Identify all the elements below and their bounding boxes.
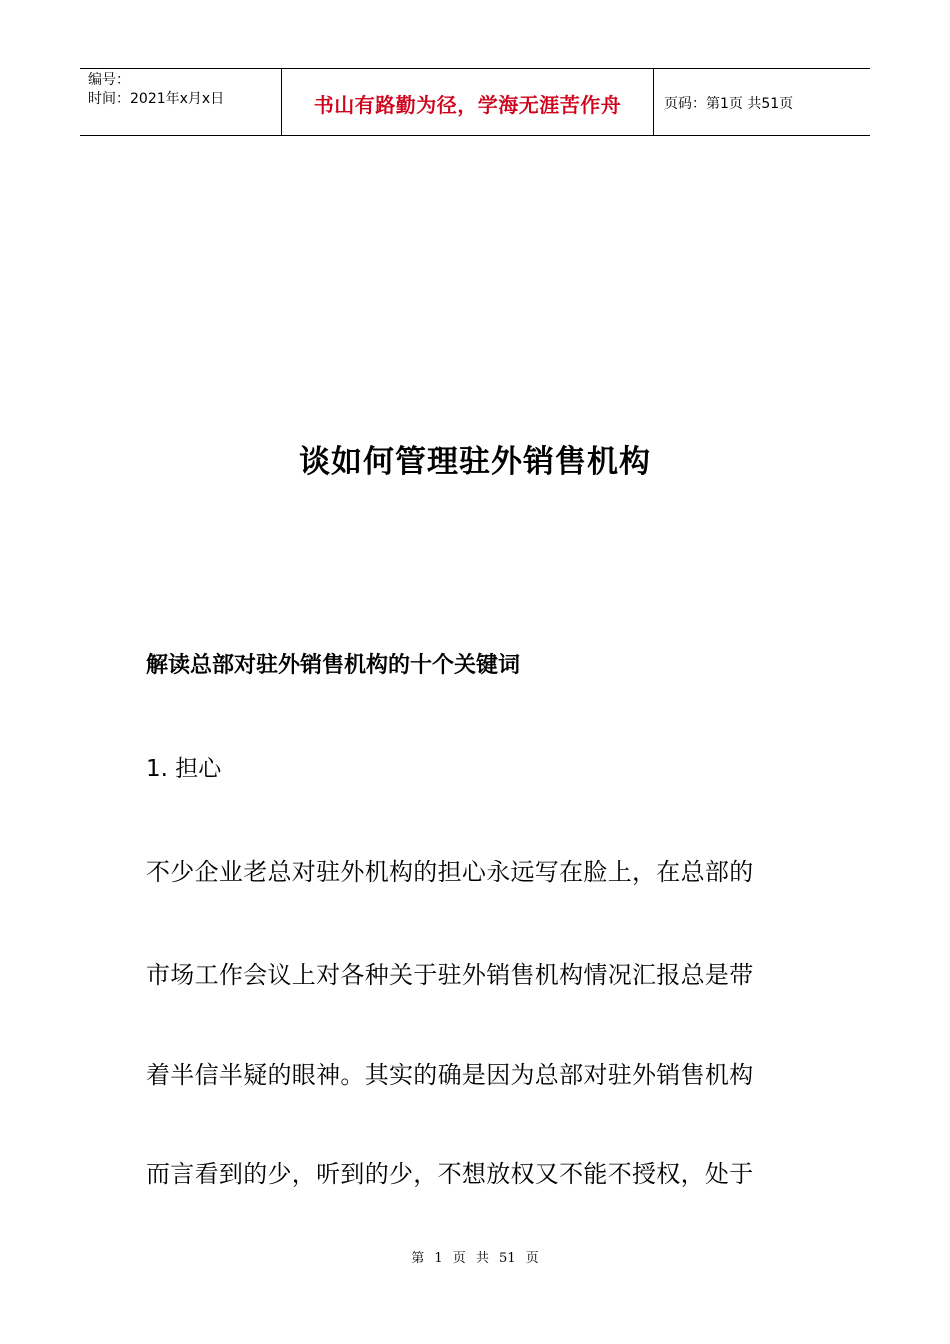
header-divider [653, 69, 654, 135]
page-footer: 第 1 页 共 51 页 [411, 1251, 539, 1266]
item-heading: 1. 担心 [146, 756, 222, 782]
section-heading: 解读总部对驻外销售机构的十个关键词 [146, 653, 521, 678]
body-text-line: 不少企业老总对驻外机构的担心永远写在脸上，在总部的 [146, 858, 754, 886]
page-header [80, 68, 870, 136]
body-text-line: 市场工作会议上对各种关于驻外销售机构情况汇报总是带 [146, 961, 754, 989]
body-text-line: 着半信半疑的眼神。其实的确是因为总部对驻外销售机构 [146, 1061, 754, 1089]
document-date-label: 时间：2021年x月x日 [88, 91, 225, 107]
header-meta [88, 71, 278, 109]
header-page-number: 页码：第1页 共51页 [664, 96, 794, 112]
header-motto: 书山有路勤为径，学海无涯苦作舟 [313, 93, 622, 117]
body-text-line: 而言看到的少，听到的少，不想放权又不能不授权，处于 [146, 1160, 754, 1188]
document-number-label: 编号： [88, 72, 130, 88]
document-title: 谈如何管理驻外销售机构 [299, 444, 651, 480]
